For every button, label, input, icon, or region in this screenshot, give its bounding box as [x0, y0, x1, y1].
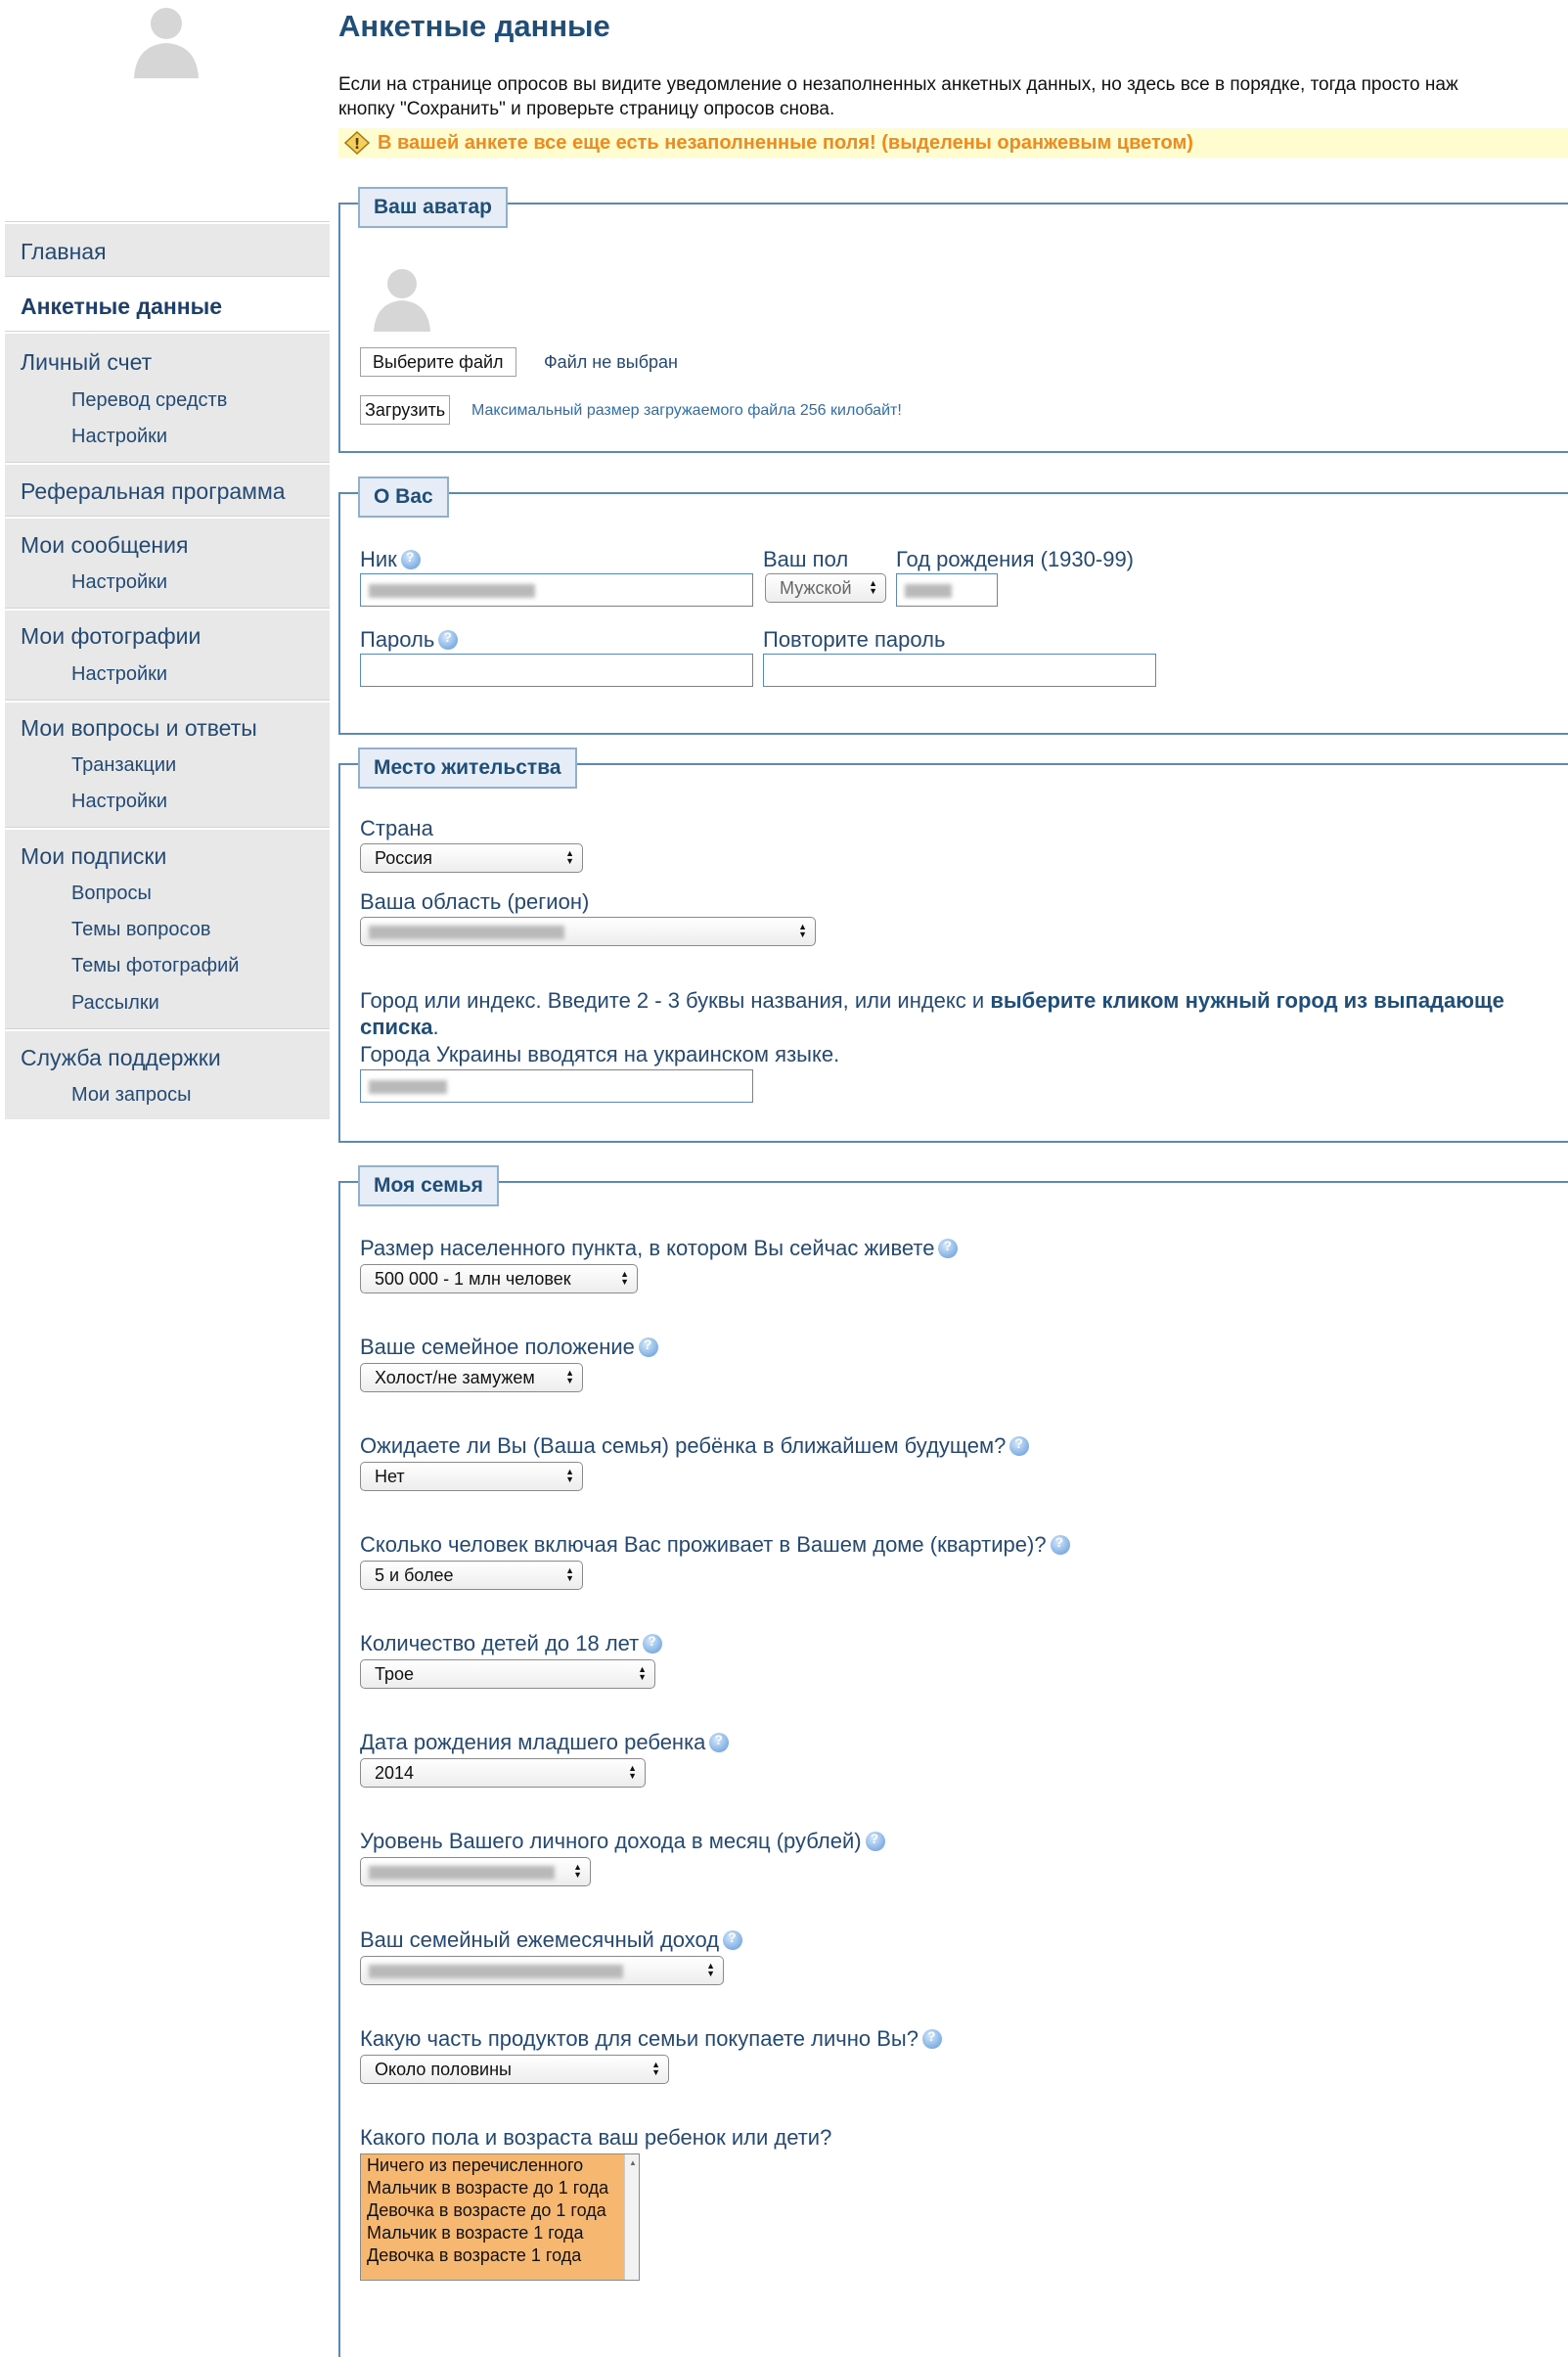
password-repeat-input[interactable]: [763, 654, 1156, 687]
sidebar-subitem-account-settings[interactable]: Настройки: [71, 426, 168, 447]
expecting-child-select[interactable]: Нет ▲ ▼: [360, 1462, 583, 1491]
sidebar-subitem-messages-settings[interactable]: Настройки: [71, 571, 168, 593]
sidebar-subitem-my-requests[interactable]: Мои запросы: [71, 1084, 192, 1106]
family-income-select[interactable]: ▲ ▼: [360, 1956, 724, 1985]
about-fieldset: [338, 485, 1568, 735]
intro-line-1: Если на странице опросов вы видите уведомление о незаполненных анкетных данных, но здесь все в порядке, тогда просто наж: [338, 74, 1458, 95]
listbox-scrollbar[interactable]: [624, 2154, 639, 2280]
expecting-child-label: Ожидаете ли Вы (Ваша семья) ребёнка в ближайшем будущем??: [360, 1433, 1029, 1459]
family-fieldset: [338, 1174, 1568, 2357]
no-file-text: Файл не выбран: [544, 352, 678, 372]
city-hint-line1: Город или индекс. Введите 2 - 3 буквы названия, или индекс и выберите кликом нужный город из выпадающе: [360, 988, 1504, 1013]
scroll-up-arrow-icon[interactable]: ▲: [629, 2158, 637, 2167]
help-icon[interactable]: [723, 1930, 742, 1950]
children-gender-age-label: Какого пола и возраста ваш ребенок или дети?: [360, 2125, 832, 2150]
help-icon[interactable]: [866, 1832, 885, 1851]
help-icon[interactable]: [639, 1337, 658, 1357]
region-select[interactable]: ▲ ▼: [360, 917, 816, 946]
listbox-option[interactable]: Девочка в возрасте до 1 года: [367, 2200, 606, 2220]
sidebar-subitem-sub-question-topics[interactable]: Темы вопросов: [71, 919, 211, 940]
sidebar-subitem-sub-questions[interactable]: Вопросы: [71, 883, 152, 904]
sidebar-item-support[interactable]: Служба поддержки: [21, 1045, 221, 1070]
personal-income-select[interactable]: ▲ ▼: [360, 1857, 591, 1886]
password-input[interactable]: [360, 654, 753, 687]
children-gender-age-listbox[interactable]: [360, 2153, 640, 2281]
sidebar-subitem-photos-settings[interactable]: Настройки: [71, 663, 168, 685]
city-input[interactable]: [360, 1069, 753, 1103]
youngest-child-birth-label: Дата рождения младшего ребенка?: [360, 1730, 729, 1755]
marital-status-select[interactable]: Холост/не замужем ▲ ▼: [360, 1363, 583, 1392]
listbox-option[interactable]: Девочка в возрасте 1 года: [367, 2245, 582, 2265]
choose-file-button[interactable]: Выберите файл: [360, 347, 516, 377]
intro-line-2: кнопку "Сохранить" и проверьте страницу опросов снова.: [338, 99, 835, 119]
sidebar-item-messages[interactable]: Мои сообщения: [21, 532, 189, 558]
user-avatar-icon: [126, 0, 206, 78]
grocery-share-label: Какую часть продуктов для семьи покупаете лично Вы??: [360, 2026, 942, 2052]
avatar-placeholder-icon: [370, 263, 434, 332]
sidebar-subitem-mailings[interactable]: Рассылки: [71, 992, 159, 1014]
nick-label: Ник?: [360, 547, 421, 572]
listbox-option[interactable]: Мальчик в возрасте до 1 года: [367, 2178, 609, 2198]
birth-year-label: Год рождения (1930-99): [896, 547, 1135, 571]
settlement-size-label: Размер населенного пункта, в котором Вы сейчас живете?: [360, 1236, 958, 1261]
warning-text: В вашей анкете все еще есть незаполненные поля! (выделены оранжевым цветом): [378, 132, 1193, 154]
family-income-label: Ваш семейный ежемесячный доход?: [360, 1927, 742, 1953]
sidebar-subitem-sub-photo-topics[interactable]: Темы фотографий: [71, 955, 240, 976]
country-select[interactable]: Россия ▲ ▼: [360, 843, 583, 873]
children-count-label: Количество детей до 18 лет?: [360, 1631, 662, 1656]
sidebar-subitem-transactions[interactable]: Транзакции: [71, 754, 177, 776]
listbox-option[interactable]: Мальчик в возрасте 1 года: [367, 2223, 584, 2243]
gender-label: Ваш пол: [763, 547, 849, 571]
help-icon[interactable]: [709, 1733, 729, 1752]
children-count-select[interactable]: Трое ▲ ▼: [360, 1659, 655, 1689]
help-icon[interactable]: [438, 630, 458, 650]
household-size-label: Сколько человек включая Вас проживает в Вашем доме (квартире)??: [360, 1532, 1070, 1558]
help-icon[interactable]: [1051, 1535, 1070, 1555]
marital-status-label: Ваше семейное положение?: [360, 1335, 658, 1360]
sidebar-item-home[interactable]: Главная: [21, 239, 107, 264]
sidebar-item-questions[interactable]: Мои вопросы и ответы: [21, 715, 257, 741]
help-icon[interactable]: [643, 1634, 662, 1654]
residence-fieldset: [338, 756, 1568, 1143]
main-content: [333, 0, 1568, 2308]
sidebar-subitem-questions-settings[interactable]: Настройки: [71, 791, 168, 812]
family-legend: Моя семья: [358, 1165, 499, 1206]
help-icon[interactable]: [1009, 1436, 1029, 1456]
upload-button[interactable]: Загрузить: [360, 395, 450, 425]
help-icon[interactable]: [401, 550, 421, 569]
gender-select[interactable]: Мужской ▲ ▼: [765, 573, 886, 603]
sidebar-nav: [5, 221, 330, 1119]
city-hint-line2: списка.: [360, 1015, 439, 1039]
listbox-option[interactable]: Ничего из перечисленного: [367, 2155, 584, 2175]
avatar-legend: Ваш аватар: [358, 187, 508, 228]
warning-icon: [343, 130, 371, 156]
grocery-share-select[interactable]: Около половины ▲ ▼: [360, 2055, 669, 2084]
help-icon[interactable]: [922, 2029, 942, 2049]
svg-text:!: !: [353, 135, 361, 153]
password-label: Пароль?: [360, 627, 458, 653]
sidebar-item-subscriptions[interactable]: Мои подписки: [21, 843, 167, 869]
about-legend: О Вас: [358, 476, 449, 518]
sidebar-subitem-transfer[interactable]: Перевод средств: [71, 389, 228, 411]
settlement-size-select[interactable]: 500 000 - 1 млн человек ▲ ▼: [360, 1264, 638, 1293]
sidebar-item-profile[interactable]: Анкетные данные: [21, 294, 223, 319]
sidebar-item-photos[interactable]: Мои фотографии: [21, 623, 202, 649]
country-label: Страна: [360, 816, 433, 840]
sidebar-item-referral[interactable]: Реферальная программа: [21, 478, 286, 504]
residence-legend: Место жительства: [358, 748, 577, 789]
max-size-note: Максимальный размер загружаемого файла 256 килобайт!: [471, 402, 902, 419]
youngest-child-birth-select[interactable]: 2014 ▲ ▼: [360, 1758, 646, 1788]
sidebar-item-account[interactable]: Личный счет: [21, 349, 153, 375]
help-icon[interactable]: [938, 1239, 958, 1258]
personal-income-label: Уровень Вашего личного дохода в месяц (рублей)?: [360, 1829, 885, 1854]
household-size-select[interactable]: 5 и более ▲ ▼: [360, 1561, 583, 1590]
region-label: Ваша область (регион): [360, 889, 590, 914]
page-title: Анкетные данные: [338, 9, 610, 43]
intro-text: [338, 72, 1568, 121]
birth-year-input[interactable]: [896, 573, 998, 607]
city-hint-ukraine: Города Украины вводятся на украинском языке.: [360, 1042, 840, 1066]
warning-banner: [338, 128, 1568, 158]
password-repeat-label: Повторите пароль: [763, 627, 946, 652]
nick-input[interactable]: [360, 573, 753, 607]
avatar-fieldset: [338, 196, 1568, 453]
